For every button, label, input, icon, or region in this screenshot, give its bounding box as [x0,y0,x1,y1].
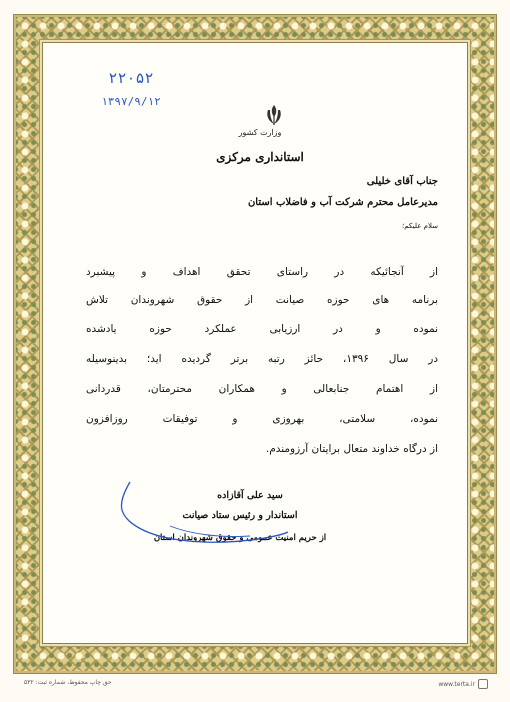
body-line: نموده و در ارزیابی عملکرد حوزه یادشده [86,323,438,335]
footer-url: www.terta.ir [438,680,475,688]
body-line: از آنجائیکه در راستای تحقق اهداف و پیشبرد [86,266,438,278]
letter-number: ۲۲۰۵۲ [108,69,154,87]
signer-name: سید علی آقازاده [217,490,283,501]
emblem-icon [264,104,284,126]
signer-org: از حریم امنیت عمومی و حقوق شهروندان استان [153,533,327,543]
body-line: از درگاه خداوند متعال برایتان آرزومندم. [265,443,438,455]
signer-title: استاندار و رئیس ستاد صیانت [182,510,298,521]
signature-icon [100,480,290,560]
greeting: سلام علیکم؛ [402,222,438,230]
footer-copyright: حق چاپ محفوظ، شماره ثبت: ۵۳۲ [24,679,112,686]
office-name: استانداری مرکزی [216,150,304,164]
footer-publisher [438,679,488,689]
body-line: برنامه های حوزه صیانت از حقوق شهروندان تلاش [86,294,438,306]
ministry-name: وزارت کشور [238,128,282,137]
body-line: نموده، سلامتی، بهروزی و توفیقات روزافزون [86,413,438,425]
body-line: از اهتمام جنابعالی و همکاران محترمتان، قدردانی [86,383,438,395]
letter-date: ۱۳۹۷/۹/۱۲ [101,95,161,108]
recipient-title: مدیرعامل محترم شرکت آب و فاضلاب استان [247,197,438,208]
publisher-logo-icon [478,679,488,689]
recipient-name: جناب آقای خلیلی [366,176,438,187]
body-line: در سال ۱۳۹۶، حائز رتبه برتر گردیده اید؛ بدینوسیله [86,353,438,365]
